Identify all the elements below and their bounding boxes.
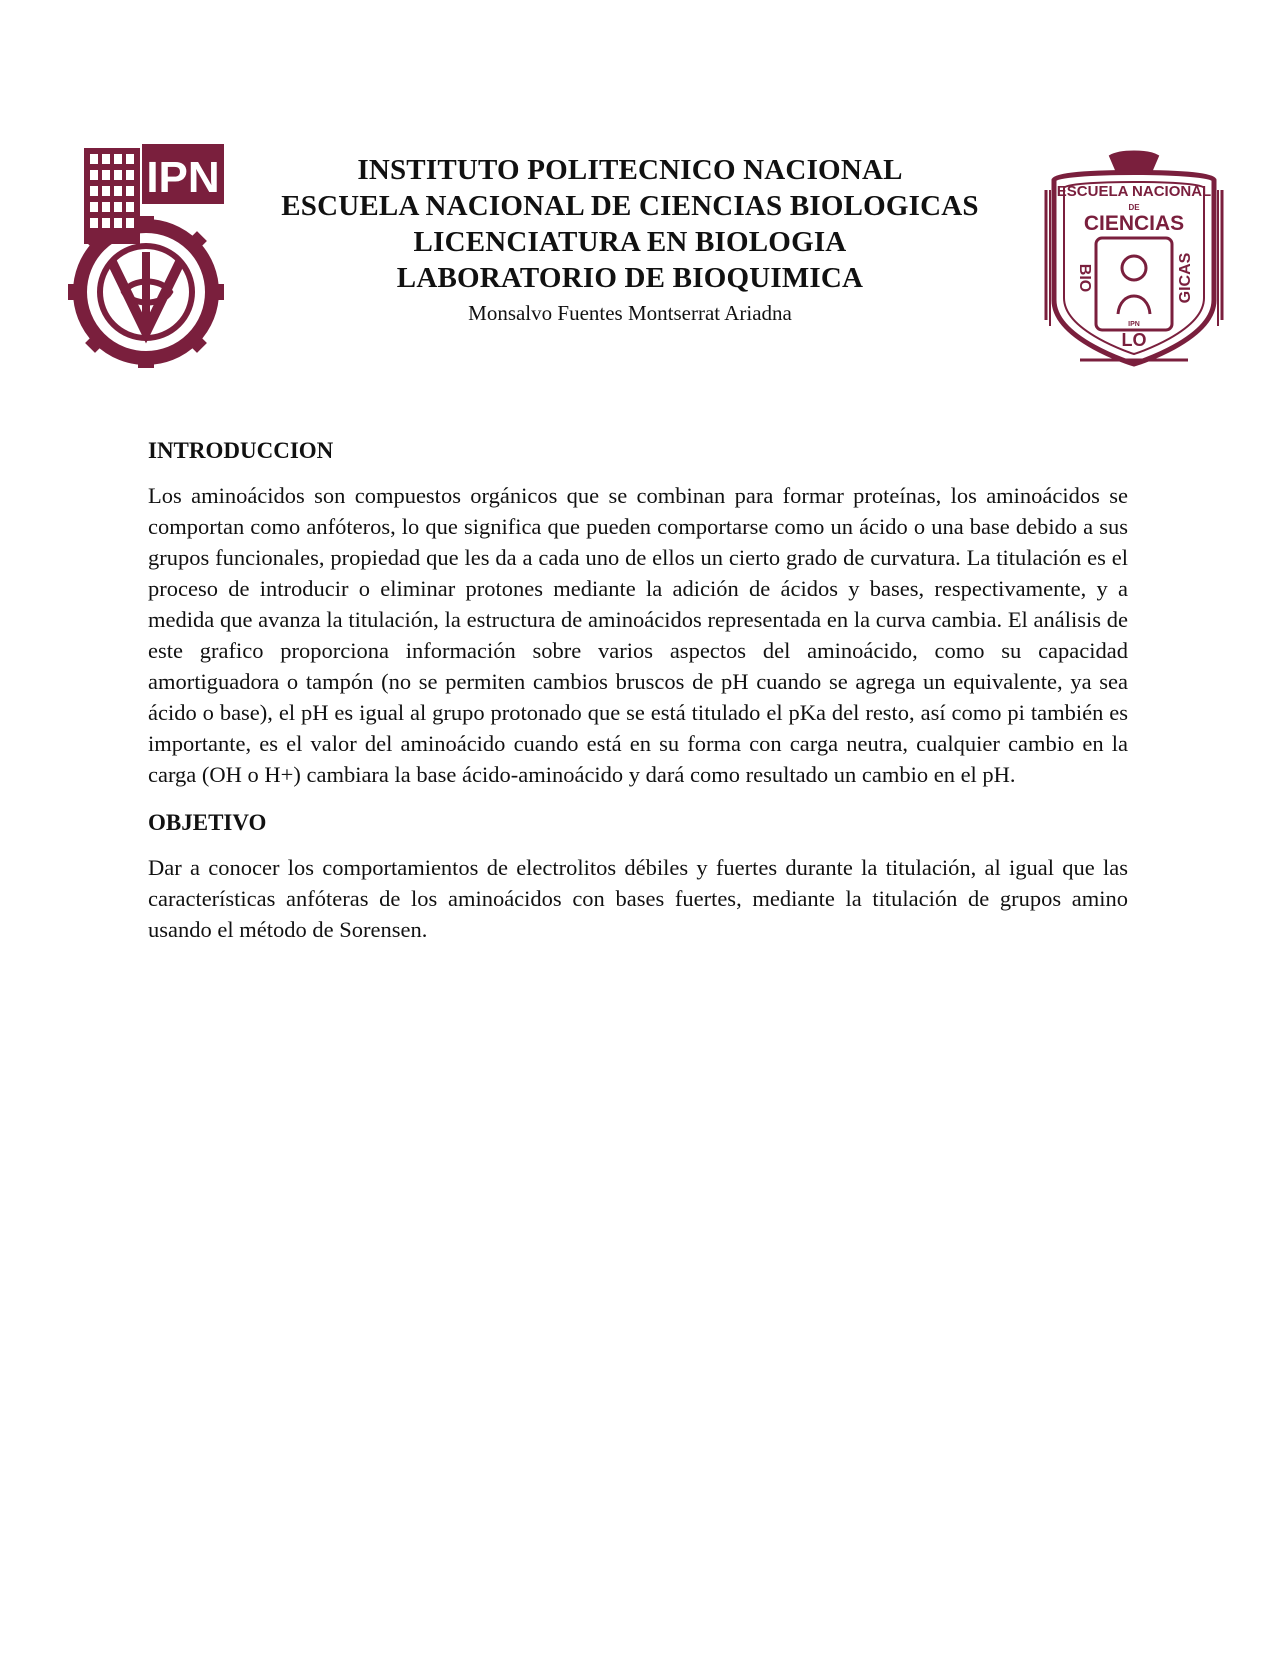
document-header bbox=[250, 152, 1010, 328]
objective-heading: OBJETIVO bbox=[148, 810, 267, 835]
seal-lo-text: LO bbox=[1121, 330, 1147, 350]
author-name: Monsalvo Fuentes Montserrat Ariadna bbox=[468, 301, 792, 325]
seal-top-text: ESCUELA NACIONAL bbox=[1056, 183, 1212, 200]
header-degree: LICENCIATURA EN BIOLOGIA bbox=[413, 226, 847, 258]
header-institution: INSTITUTO POLITECNICO NACIONAL bbox=[357, 154, 903, 186]
ipn-logo-text: IPN bbox=[146, 153, 220, 202]
header-lab: LABORATORIO DE BIOQUIMICA bbox=[396, 262, 864, 294]
intro-paragraph: Los aminoácidos son compuestos orgánicos que se combinan para formar proteínas, los aminoácidos se comportan como anfóteros, lo que significa que pueden comportarse como un ácido o una base debido a sus grupos funcionales, propiedad que les da a cada uno de ellos un cierto grado de curvatura. La titulación es el proceso de introducir o eliminar protones mediante la adición de ácidos y bases, respectivamente, y a medida que avanza la titulación, la estructura de aminoácidos representada en la curva cambia. El análisis de este grafico proporciona información sobre varios aspectos del aminoácido, como su capacidad amortiguadora o tampón (no se permiten cambios bruscos de pH cuando se agrega un equivalente, ya sea ácido o base), el pH es igual al grupo protonado que se está titulado el pKa del resto, así como pi también es importante, es el valor del aminoácido cuando está en su forma con carga neutra, cualquier cambio en la carga (OH o H+) cambiara la base ácido-aminoácido y dará como resultado un cambio en el pH. bbox=[148, 483, 1128, 787]
seal-main-text: CIENCIAS bbox=[1083, 212, 1185, 235]
intro-heading: INTRODUCCION bbox=[148, 438, 334, 463]
seal-de-text: DE bbox=[1128, 203, 1140, 212]
document-body bbox=[148, 436, 1128, 963]
encb-seal-icon bbox=[1040, 150, 1228, 370]
ipn-logo-icon bbox=[62, 142, 230, 374]
header-school: ESCUELA NACIONAL DE CIENCIAS BIOLOGICAS bbox=[281, 190, 979, 222]
objective-paragraph: Dar a conocer los comportamientos de electrolitos débiles y fuertes durante la titulación, al igual que las características anfóteras de los aminoácidos con bases fuertes, mediante la titulación de grupos amino usando el método de Sorensen. bbox=[148, 855, 1128, 942]
seal-ipn-text: IPN bbox=[1128, 321, 1140, 328]
seal-gicas-text: GICAS bbox=[1177, 252, 1194, 304]
seal-bio-text: BIO bbox=[1076, 263, 1093, 293]
